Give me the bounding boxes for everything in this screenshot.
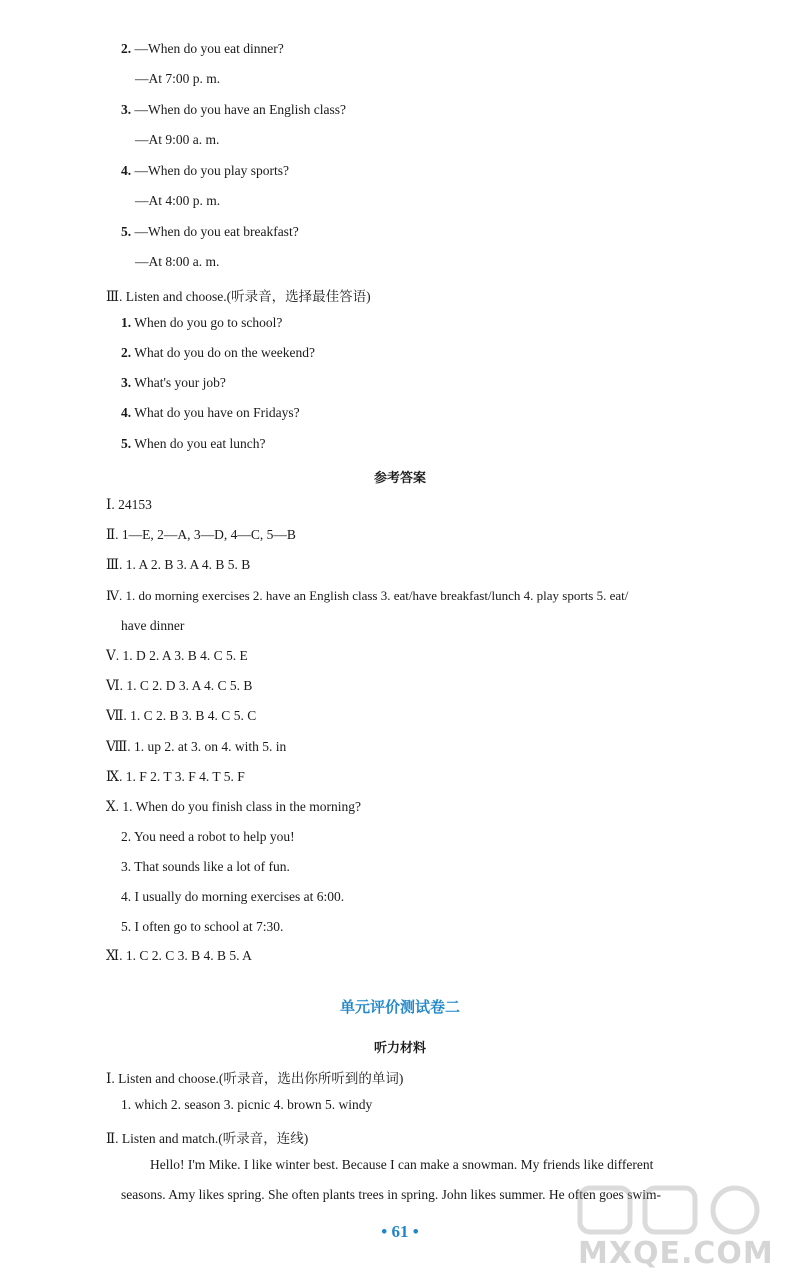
paragraph-line-2: seasons. Amy likes spring. She often plants trees in spring. John likes summer. He often goes swim- — [121, 1187, 661, 1202]
answer-line-10-3: 3. That sounds like a lot of fun. — [121, 859, 290, 874]
qa-question-text: —When do you eat dinner? — [131, 41, 284, 56]
section-3-item-1 — [121, 315, 282, 331]
section-3-item-5 — [121, 436, 265, 452]
section-3-item-3 — [121, 375, 226, 391]
paragraph-line-1: Hello! I'm Mike. I like winter best. Because I can make a snowman. My friends like different — [150, 1157, 654, 1172]
unit2-section-1-heading: Ⅰ. Listen and choose.(听录音，选出你所听到的单词) — [106, 1071, 404, 1086]
qa-question-text: —When do you play sports? — [131, 163, 289, 178]
answer-line-9: Ⅸ. 1. F 2. T 3. F 4. T 5. F — [106, 769, 245, 784]
answer-line-8: Ⅷ. 1. up 2. at 3. on 4. with 5. in — [106, 739, 287, 754]
answer-line-3: Ⅲ. 1. A 2. B 3. A 4. B 5. B — [106, 557, 251, 572]
answer-line-6: Ⅵ. 1. C 2. D 3. A 4. C 5. B — [106, 678, 253, 693]
answer-line-11: Ⅺ. 1. C 2. C 3. B 4. B 5. A — [106, 948, 252, 963]
qa-num: 5. — [121, 224, 132, 239]
item-num: 2. — [121, 345, 132, 360]
answer-line-10: Ⅹ. 1. When do you finish class in the morning? — [106, 799, 361, 814]
watermark-icon — [560, 1180, 790, 1240]
answer-line-1: Ⅰ. 24153 — [106, 497, 152, 512]
qa-question-text: —When do you have an English class? — [131, 102, 346, 117]
answers-title: 参考答案 — [373, 471, 426, 486]
section-3-item-2 — [121, 345, 315, 361]
qa-question-5 — [121, 224, 299, 240]
listening-material-title: 听力材料 — [373, 1041, 426, 1056]
qa-answer-4: —At 4:00 p. m. — [135, 193, 221, 208]
item-num: 1. — [121, 315, 132, 330]
qa-question-4 — [121, 163, 289, 179]
item-text: When do you eat lunch? — [131, 436, 266, 451]
item-num: 4. — [121, 405, 132, 420]
qa-num: 3. — [121, 102, 132, 117]
qa-answer-2: —At 7:00 p. m. — [135, 71, 221, 86]
qa-num: 4. — [121, 163, 132, 178]
item-text: What's your job? — [131, 375, 226, 390]
item-text: When do you go to school? — [131, 315, 283, 330]
qa-answer-3: —At 9:00 a. m. — [135, 132, 220, 147]
item-text: What do you have on Fridays? — [131, 405, 300, 420]
qa-answer-5: —At 8:00 a. m. — [135, 254, 220, 269]
watermark-logo — [560, 1180, 790, 1280]
item-text: What do you do on the weekend? — [131, 345, 315, 360]
answer-line-10-5: 5. I often go to school at 7:30. — [121, 919, 284, 934]
answer-line-4: Ⅳ. 1. do morning exercises 2. have an English class 3. eat/have breakfast/lunch 4. play sports 5. eat/ — [106, 588, 629, 603]
answer-line-10-2: 2. You need a robot to help you! — [121, 829, 295, 844]
qa-question-2 — [121, 41, 284, 57]
section-3-item-4 — [121, 405, 300, 421]
unit-title: 单元评价测试卷二 — [339, 998, 460, 1016]
item-num: 3. — [121, 375, 132, 390]
section-3-heading: Ⅲ. Listen and choose.(听录音，选择最佳答语) — [106, 289, 371, 304]
qa-question-3 — [121, 102, 346, 118]
qa-question-text: —When do you eat breakfast? — [131, 224, 299, 239]
watermark-text: MXQE.COM — [578, 1236, 774, 1271]
item-num: 5. — [121, 436, 132, 451]
unit2-section-1-items: 1. which 2. season 3. picnic 4. brown 5. windy — [121, 1097, 373, 1112]
answer-line-2: Ⅱ. 1—E, 2—A, 3—D, 4—C, 5—B — [106, 527, 296, 542]
answer-line-7: Ⅶ. 1. C 2. B 3. B 4. C 5. C — [106, 708, 257, 723]
qa-num: 2. — [121, 41, 132, 56]
answer-line-10-4: 4. I usually do morning exercises at 6:00. — [121, 889, 345, 904]
answer-line-4-cont: have dinner — [121, 618, 185, 633]
unit2-section-2-heading: Ⅱ. Listen and match.(听录音，连线) — [106, 1131, 309, 1146]
answer-line-5: Ⅴ. 1. D 2. A 3. B 4. C 5. E — [106, 648, 248, 663]
page-number: • 61 • — [381, 1222, 419, 1241]
